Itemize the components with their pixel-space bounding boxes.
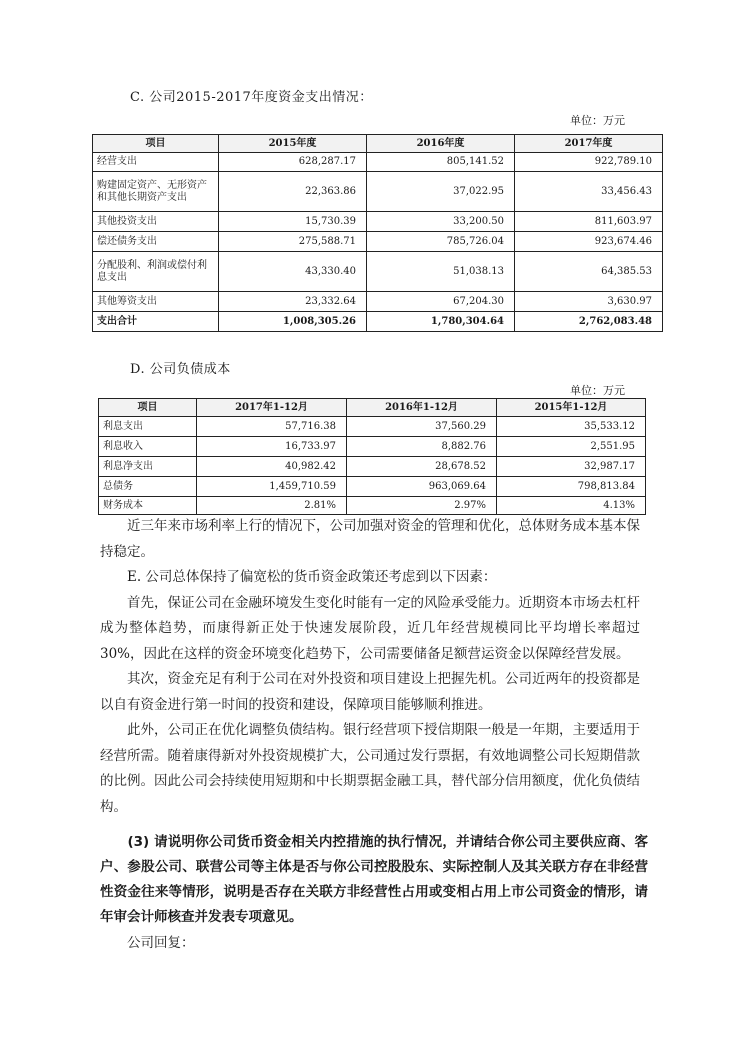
cell-value: 37,022.95 bbox=[367, 172, 515, 212]
total-value: 1,780,304.64 bbox=[367, 312, 515, 332]
table-row bbox=[99, 437, 646, 457]
section-d-unit: 单位：万元 bbox=[570, 384, 625, 397]
cell-value: 43,330.40 bbox=[219, 252, 367, 292]
row-label: 其他筹资支出 bbox=[93, 292, 219, 312]
table-row bbox=[93, 252, 663, 292]
cell-value: 15,730.39 bbox=[219, 212, 367, 232]
expenditure-table bbox=[92, 134, 663, 332]
cell-value: 963,069.64 bbox=[347, 477, 497, 497]
table-header-row bbox=[99, 399, 646, 417]
body-text bbox=[100, 514, 640, 820]
cell-value: 64,385.53 bbox=[515, 252, 663, 292]
col-header: 2016年1-12月 bbox=[347, 399, 497, 417]
paragraph: E. 公司总体保持了偏宽松的货币资金政策还考虑到以下因素： bbox=[100, 569, 497, 585]
table-header-row bbox=[93, 135, 663, 153]
col-header: 2017年度 bbox=[515, 135, 663, 153]
table-row bbox=[93, 153, 663, 172]
row-label: 分配股利、利润或偿付利息支出 bbox=[93, 252, 219, 292]
total-value: 2,762,083.48 bbox=[515, 312, 663, 332]
cell-value: 811,603.97 bbox=[515, 212, 663, 232]
cell-value: 28,678.52 bbox=[347, 457, 497, 477]
section-c-unit: 单位：万元 bbox=[570, 114, 625, 127]
table-total-row bbox=[93, 312, 663, 332]
table-row bbox=[99, 497, 646, 515]
col-header: 2015年度 bbox=[219, 135, 367, 153]
cell-value: 8,882.76 bbox=[347, 437, 497, 457]
table-row bbox=[93, 212, 663, 232]
cell-value: 923,674.46 bbox=[515, 232, 663, 252]
table-row bbox=[93, 232, 663, 252]
paragraph: 其次，资金充足有利于公司在对外投资和项目建设上把握先机。公司近两年的投资都是以自有资金进行第一时间的投资和建设，保障项目能够顺利推进。 bbox=[100, 671, 640, 713]
row-label: 经营支出 bbox=[93, 153, 219, 172]
table-row bbox=[99, 417, 646, 437]
debt-cost-table bbox=[98, 398, 646, 515]
cell-value: 1,459,710.59 bbox=[197, 477, 347, 497]
cell-value: 2.81% bbox=[197, 497, 347, 515]
row-label: 利息支出 bbox=[99, 417, 197, 437]
cell-value: 37,560.29 bbox=[347, 417, 497, 437]
cell-value: 2,551.95 bbox=[497, 437, 646, 457]
row-label: 偿还债务支出 bbox=[93, 232, 219, 252]
section-d-heading: D. 公司负债成本 bbox=[130, 362, 231, 377]
cell-value: 22,363.86 bbox=[219, 172, 367, 212]
col-header: 项目 bbox=[93, 135, 219, 153]
company-reply-label: 公司回复： bbox=[100, 935, 195, 951]
table-row bbox=[99, 457, 646, 477]
cell-value: 40,982.42 bbox=[197, 457, 347, 477]
col-header: 2015年1-12月 bbox=[497, 399, 646, 417]
cell-value: 16,733.97 bbox=[197, 437, 347, 457]
paragraph: 近三年来市场利率上行的情况下，公司加强对资金的管理和优化，总体财务成本基本保持稳定。 bbox=[100, 518, 640, 560]
row-label: 购建固定资产、无形资产和其他长期资产支出 bbox=[93, 172, 219, 212]
inquiry-question: (3) 请说明你公司货币资金相关内控措施的执行情况，并请结合你公司主要供应商、客户、参股公司、联营公司等主体是否与你公司控股股东、实际控制人及其关联方存在非经营性资金往来等情形，说明是否存在关联方非经营性占用或变相占用上市公司资金的情形，请年审会计师核查并发表专项意见。 bbox=[100, 834, 648, 925]
cell-value: 785,726.04 bbox=[367, 232, 515, 252]
row-label: 其他投资支出 bbox=[93, 212, 219, 232]
col-header: 2017年1-12月 bbox=[197, 399, 347, 417]
row-label: 利息收入 bbox=[99, 437, 197, 457]
section-c-heading: C. 公司2015-2017年度资金支出情况： bbox=[130, 90, 373, 105]
cell-value: 4.13% bbox=[497, 497, 646, 515]
cell-value: 628,287.17 bbox=[219, 153, 367, 172]
table-row bbox=[93, 292, 663, 312]
cell-value: 33,456.43 bbox=[515, 172, 663, 212]
cell-value: 23,332.64 bbox=[219, 292, 367, 312]
cell-value: 32,987.17 bbox=[497, 457, 646, 477]
table-row bbox=[93, 172, 663, 212]
total-label: 支出合计 bbox=[93, 312, 219, 332]
cell-value: 57,716.38 bbox=[197, 417, 347, 437]
cell-value: 67,204.30 bbox=[367, 292, 515, 312]
row-label: 总债务 bbox=[99, 477, 197, 497]
paragraph: 首先，保证公司在金融环境发生变化时能有一定的风险承受能力。近期资本市场去杠杆成为整体趋势，而康得新正处于快速发展阶段，近几年经营规模同比平均增长率超过30%，因此在这样的资金环境变化趋势下，公司需要储备足额营运资金以保障经营发展。 bbox=[100, 594, 640, 662]
col-header: 项目 bbox=[99, 399, 197, 417]
cell-value: 275,588.71 bbox=[219, 232, 367, 252]
cell-value: 922,789.10 bbox=[515, 153, 663, 172]
cell-value: 3,630.97 bbox=[515, 292, 663, 312]
cell-value: 33,200.50 bbox=[367, 212, 515, 232]
cell-value: 51,038.13 bbox=[367, 252, 515, 292]
cell-value: 2.97% bbox=[347, 497, 497, 515]
cell-value: 798,813.84 bbox=[497, 477, 646, 497]
row-label: 财务成本 bbox=[99, 497, 197, 515]
table-row bbox=[99, 477, 646, 497]
total-value: 1,008,305.26 bbox=[219, 312, 367, 332]
row-label: 利息净支出 bbox=[99, 457, 197, 477]
paragraph: 此外，公司正在优化调整负债结构。银行经营项下授信期限一般是一年期，主要适用于经营所需。随着康得新对外投资规模扩大，公司通过发行票据，有效地调整公司长短期借款的比例。因此公司会持续使用短期和中长期票据金融工具，替代部分信用额度，优化负债结构。 bbox=[100, 722, 640, 815]
cell-value: 805,141.52 bbox=[367, 153, 515, 172]
cell-value: 35,533.12 bbox=[497, 417, 646, 437]
col-header: 2016年度 bbox=[367, 135, 515, 153]
